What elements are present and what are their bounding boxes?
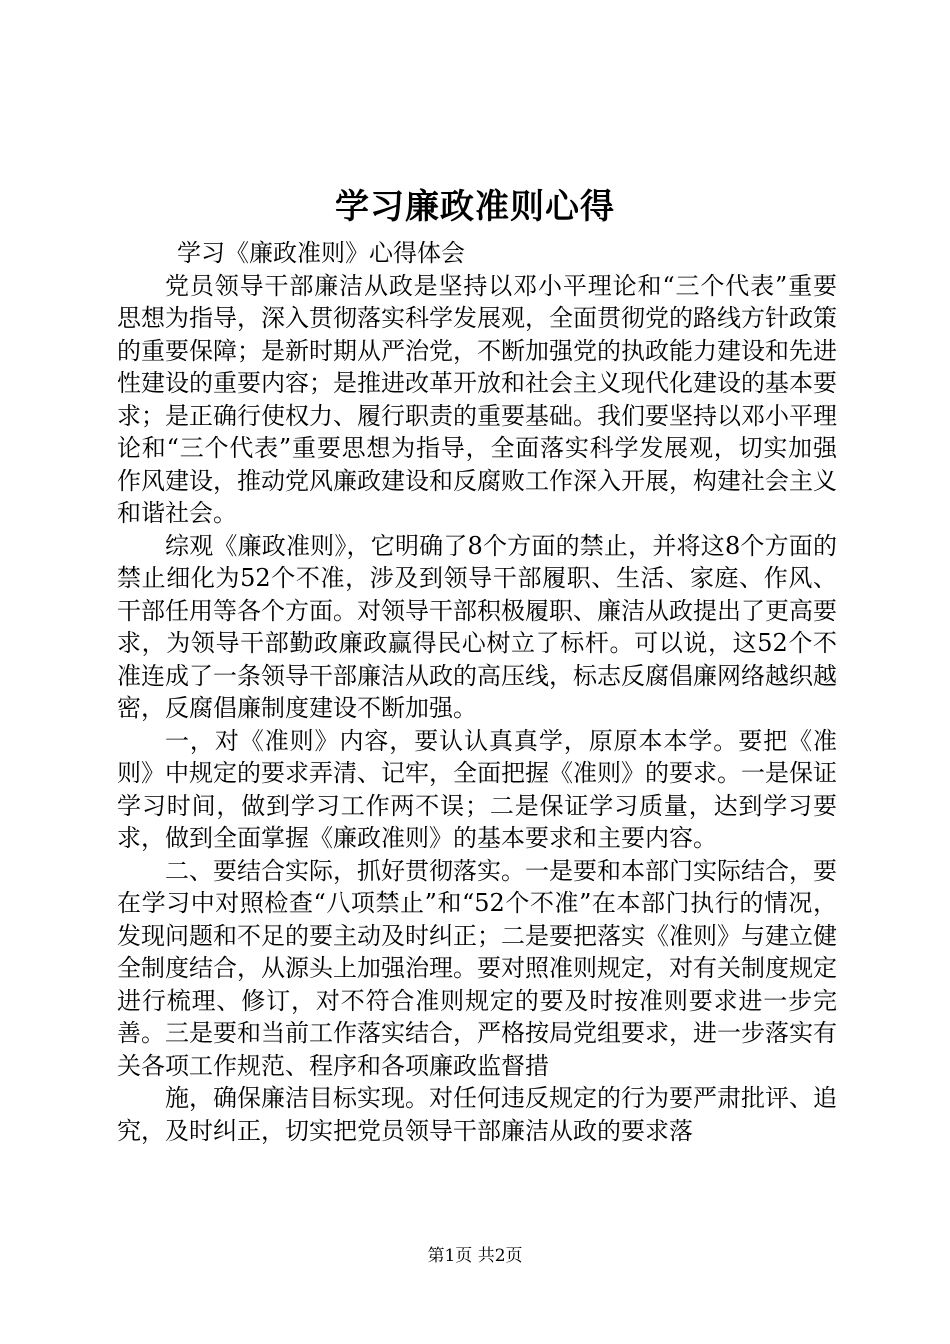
page-footer: 第1页 共2页	[427, 1246, 523, 1266]
paragraph: 综观《廉政准则》，它明确了8个方面的禁止，并将这8个方面的禁止细化为52个不准，涉及到领导干部履职、生活、家庭、作风、干部任用等各个方面。对领导干部积极履职、廉洁从政提出了更高要求，为领导干部勤政廉政赢得民心树立了标杆。可以说，这52个不准连成了一条领导干部廉洁从政的高压线，标志反腐倡廉网络越织越密，反腐倡廉制度建设不断加强。	[117, 531, 837, 722]
document-body	[117, 237, 837, 1147]
paragraph: 二、要结合实际，抓好贯彻落实。一是要和本部门实际结合，要在学习中对照检查“八项禁止”和“52个不准”在本部门执行的情况，发现问题和不足的要主动及时纠正；二是要把落实《准则》与建立健全制度结合，从源头上加强治理。要对照准则规定，对有关制度规定进行梳理、修订，对不符合准则规定的要及时按准则要求进一步完善。三是要和当前工作落实结合，严格按局党组要求，进一步落实有关各项工作规范、程序和各项廉政监督措	[117, 856, 837, 1080]
document-title: 学习廉政准则心得	[335, 187, 615, 227]
paragraph: 党员领导干部廉洁从政是坚持以邓小平理论和“三个代表”重要思想为指导，深入贯彻落实科学发展观，全面贯彻党的路线方针政策的重要保障；是新时期从严治党，不断加强党的执政能力建设和先进性建设的重要内容；是推进改革开放和社会主义现代化建设的基本要求；是正确行使权力、履行职责的重要基础。我们要坚持以邓小平理论和“三个代表”重要思想为指导，全面落实科学发展观，切实加强作风建设，推动党风廉政建设和反腐败工作深入开展，构建社会主义和谐社会。	[117, 271, 837, 527]
paragraph: 施，确保廉洁目标实现。对任何违反规定的行为要严肃批评、追究，及时纠正，切实把党员领导干部廉洁从政的要求落	[117, 1084, 837, 1145]
document-subtitle: 学习《廉政准则》心得体会	[177, 239, 465, 267]
paragraph: 一，对《准则》内容，要认认真真学，原原本本学。要把《准则》中规定的要求弄清、记牢，全面把握《准则》的要求。一是保证学习时间，做到学习工作两不误；二是保证学习质量，达到学习要求，做到全面掌握《廉政准则》的基本要求和主要内容。	[117, 726, 837, 852]
